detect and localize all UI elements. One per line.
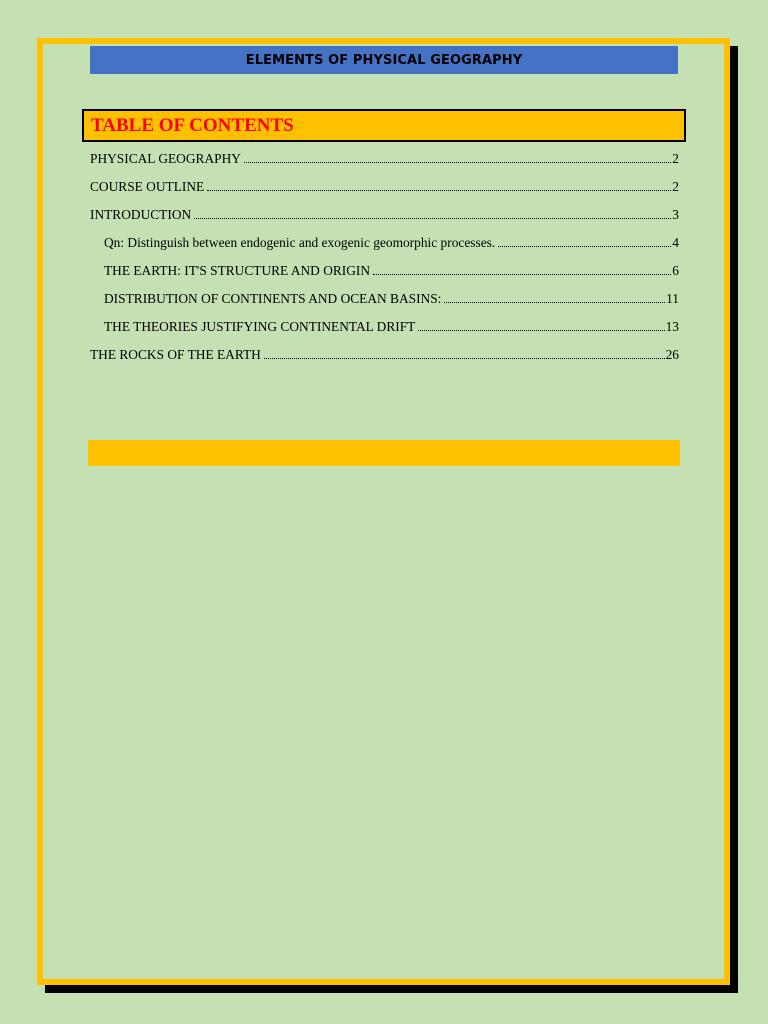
toc-entry-earth-structure[interactable]	[90, 253, 679, 281]
toc-entry-page: 26	[665, 347, 679, 362]
toc-entry-rocks-of-earth[interactable]	[90, 337, 679, 365]
toc-entry-physical-geography[interactable]	[90, 141, 679, 169]
toc-entry-title: INTRODUCTION	[90, 207, 192, 222]
toc-entry-title: THE EARTH: IT'S STRUCTURE AND ORIGIN	[104, 263, 371, 278]
toc-entry-page: 3	[672, 207, 679, 222]
toc-dot-leader	[207, 190, 671, 191]
toc-dot-leader	[418, 330, 664, 331]
toc-entry-page: 11	[666, 291, 679, 306]
toc-list	[90, 141, 679, 365]
toc-entry-course-outline[interactable]	[90, 169, 679, 197]
toc-dot-leader	[244, 162, 671, 163]
toc-dot-leader	[498, 246, 671, 247]
document-title-bar	[90, 46, 678, 74]
toc-entry-introduction[interactable]	[90, 197, 679, 225]
toc-entry-title: THE THEORIES JUSTIFYING CONTINENTAL DRIFT	[104, 319, 416, 334]
toc-entry-page: 2	[672, 179, 679, 194]
toc-dot-leader	[373, 274, 671, 275]
toc-entry-continents-oceans[interactable]	[90, 281, 679, 309]
toc-entry-page: 2	[672, 151, 679, 166]
toc-dot-leader	[194, 218, 671, 219]
toc-entry-page: 13	[665, 319, 679, 334]
toc-entry-title: Qn: Distinguish between endogenic and exogenic geomorphic processes.	[104, 235, 496, 250]
toc-entry-title: PHYSICAL GEOGRAPHY	[90, 151, 241, 166]
toc-heading-box	[82, 109, 686, 142]
toc-heading: TABLE OF CONTENTS	[91, 114, 294, 136]
toc-dot-leader	[444, 302, 665, 303]
toc-entry-page: 4	[672, 235, 679, 250]
toc-entry-title: DISTRIBUTION OF CONTINENTS AND OCEAN BASINS:	[104, 291, 442, 306]
document-title: ELEMENTS OF PHYSICAL GEOGRAPHY	[245, 52, 523, 68]
toc-dot-leader	[264, 358, 665, 359]
decorative-bar	[88, 440, 680, 466]
toc-entry-title: THE ROCKS OF THE EARTH	[90, 347, 261, 362]
toc-entry-continental-drift[interactable]	[90, 309, 679, 337]
toc-entry-title: COURSE OUTLINE	[90, 179, 205, 194]
toc-entry-page: 6	[672, 263, 679, 278]
toc-entry-endogenic-exogenic[interactable]	[90, 225, 679, 253]
